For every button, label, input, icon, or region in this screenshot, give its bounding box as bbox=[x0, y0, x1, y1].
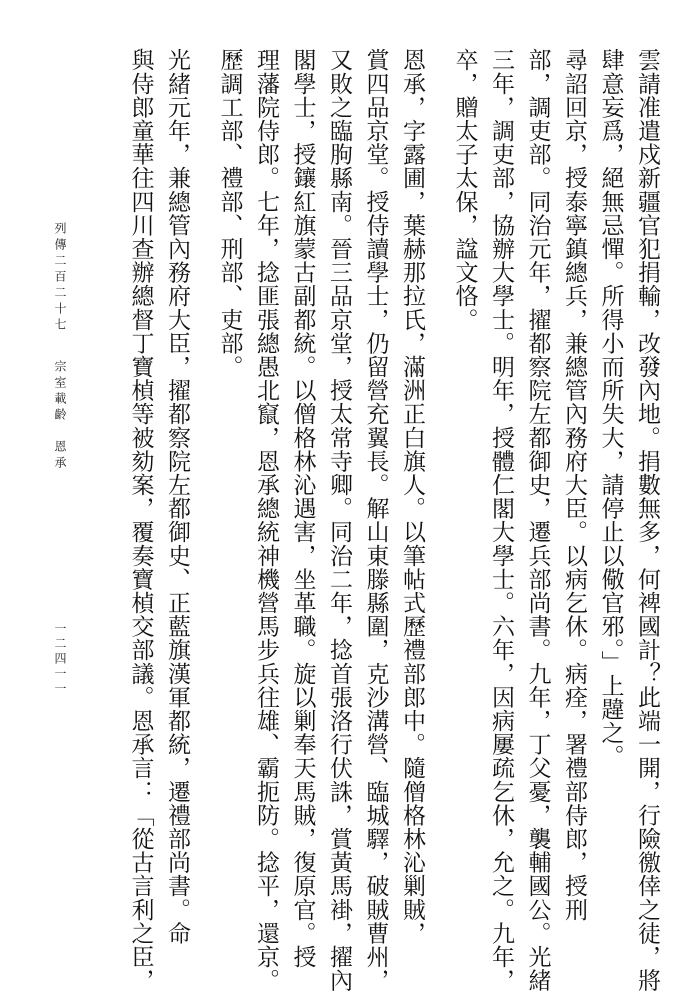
main-text-body bbox=[122, 48, 665, 992]
text-column-6: 卒，贈太子太保，諡文恪。 bbox=[451, 48, 478, 332]
text-column-7: 恩承，字露圃，葉赫那拉氏，滿洲正白旗人。以筆帖式歷禮部郎中。隨僧格林沁剿賊， bbox=[399, 48, 425, 945]
text-column-12: 歷調工部、禮部、刑部、吏部。 bbox=[216, 48, 243, 379]
text-column-5: 三年，調吏部，協辦大學士。明年，授體仁閣大學士。六年，因病屢疏乞休，允之。九年， bbox=[488, 48, 514, 992]
text-column-2: 肆意妄爲，絕無忌憚。所得小而所失大，請停止以儆官邪。」上韙之。 bbox=[597, 48, 624, 769]
paragraph-gap bbox=[195, 48, 211, 910]
running-footer bbox=[52, 222, 69, 472]
footer-section-title: 列傳二百二十七 bbox=[53, 222, 67, 334]
text-column-1: 雲請准遣戍新疆官犯捐輸，改發內地。捐數無多，何裨國計？此端一開，行險徼倖之徒，將 bbox=[634, 48, 660, 992]
text-column-11: 理藩院侍郎。七年，捻匪張總愚北竄，恩承總統神機營馬步兵往雄、霸扼防。捻平，還京。 bbox=[253, 48, 279, 992]
text-column-8: 賞四品京堂。授侍讀學士，仍留營充翼長。解山東滕縣圍，克沙溝營、臨城驛，破賊曹州， bbox=[362, 48, 389, 992]
text-column-14: 與侍郎童華往四川查辦總督丁寶楨等被劾案，覆奏寶楨交部議。恩承言：「從古言利之臣， bbox=[127, 48, 154, 992]
page-number: 一二四一一 bbox=[53, 622, 67, 697]
text-column-4: 部，調吏部。同治元年，擢都察院左都御史，遷兵部尚書。九年，丁父憂，襲輔國公。光緒 bbox=[524, 48, 551, 992]
text-column-13: 光緒元年，兼總管內務府大臣，擢都察院左都御史、正藍旗漢軍都統，遷禮部尚書。命 bbox=[164, 48, 190, 945]
paragraph-gap bbox=[430, 48, 446, 910]
text-column-9: 又敗之臨朐縣南。晉三品京堂，授太常寺卿。同治二年，捻首張洛行伏誅，賞黃馬褂，擢內 bbox=[326, 48, 352, 992]
text-column-10: 閣學士，授鑲紅旗蒙古副都統。以僧格林沁遇害，坐革職。旋以剿奉天馬賊，復原官。授 bbox=[289, 48, 316, 969]
text-column-3: 尋詔回京，授泰寧鎮總兵，兼總管內務府大臣。以病乞休。病痊，署禮部侍郎，授刑 bbox=[561, 48, 587, 922]
footer-biography-names: 宗室載齡 恩承 bbox=[53, 360, 67, 472]
